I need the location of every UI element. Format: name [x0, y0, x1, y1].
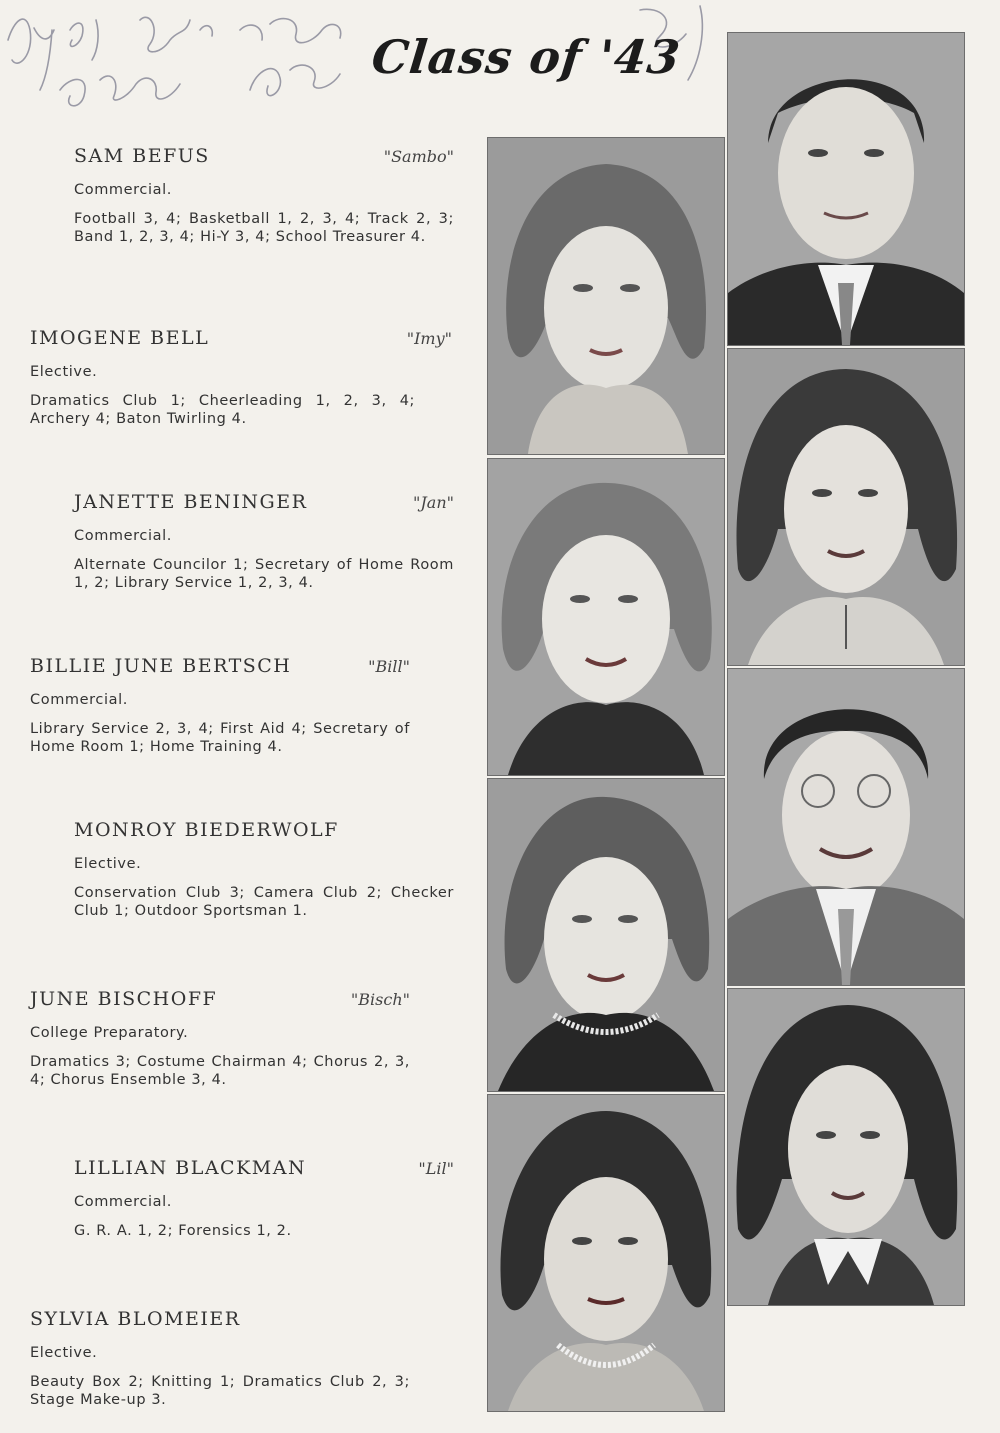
- senior-activities: Conservation Club 3; Camera Club 2; Checker Club 1; Outdoor Sportsman 1.: [74, 885, 454, 919]
- senior-name: LILLIAN BLACKMAN: [74, 1157, 307, 1179]
- senior-nickname: "Sambo": [383, 147, 454, 166]
- senior-activities: Dramatics 3; Costume Chairman 4; Chorus 2, 3, 4; Chorus Ensemble 3, 4.: [30, 1054, 410, 1088]
- senior-course: Commercial.: [74, 182, 172, 198]
- senior-name: BILLIE JUNE BERTSCH: [30, 655, 292, 677]
- senior-course: Elective.: [74, 856, 142, 872]
- senior-name: MONROY BIEDERWOLF: [74, 819, 339, 841]
- senior-entry: [74, 1157, 454, 1240]
- senior-entry: [74, 145, 454, 246]
- portrait-photo: [487, 1094, 725, 1412]
- senior-course: Commercial.: [74, 1194, 172, 1210]
- senior-entry: [30, 655, 410, 756]
- senior-activities: Library Service 2, 3, 4; First Aid 4; Secretary of Home Room 1; Home Training 4.: [30, 721, 410, 755]
- senior-course: College Preparatory.: [30, 1025, 189, 1041]
- senior-name: JANETTE BENINGER: [74, 491, 308, 513]
- senior-nickname: "Jan": [413, 493, 454, 512]
- senior-course: Commercial.: [30, 692, 128, 708]
- senior-nickname: "Bisch": [350, 990, 410, 1009]
- senior-course: Commercial.: [74, 528, 172, 544]
- senior-nickname: "Lil": [418, 1159, 454, 1178]
- senior-nickname: "Imy": [406, 329, 452, 348]
- senior-nickname: "Bill": [368, 657, 410, 676]
- page-title: Class of '43: [369, 30, 684, 84]
- senior-name: IMOGENE BELL: [30, 327, 210, 349]
- portrait-photo: [727, 668, 965, 986]
- portrait-photo: [727, 32, 965, 346]
- senior-activities: Beauty Box 2; Knitting 1; Dramatics Club 2, 3; Stage Make-up 3.: [30, 1374, 410, 1408]
- senior-name: JUNE BISCHOFF: [30, 988, 218, 1010]
- senior-course: Elective.: [30, 364, 98, 380]
- senior-name: SYLVIA BLOMEIER: [30, 1308, 241, 1330]
- senior-name: SAM BEFUS: [74, 145, 210, 167]
- senior-course: Elective.: [30, 1345, 98, 1361]
- senior-entry: [30, 988, 410, 1089]
- senior-activities: Dramatics Club 1; Cheerleading 1, 2, 3, 4; Archery 4; Baton Twirling 4.: [30, 393, 415, 427]
- portrait-photo: [487, 458, 725, 776]
- portrait-photo: [727, 988, 965, 1306]
- senior-entry: [74, 491, 454, 592]
- portrait-photo: [487, 778, 725, 1092]
- senior-entry: [74, 819, 454, 920]
- senior-activities: Alternate Councilor 1; Secretary of Home Room 1, 2; Library Service 1, 2, 3, 4.: [74, 557, 454, 591]
- portrait-photo: [727, 348, 965, 666]
- senior-entry: [30, 1308, 410, 1409]
- senior-activities: G. R. A. 1, 2; Forensics 1, 2.: [74, 1223, 292, 1239]
- portrait-photo: [487, 137, 725, 455]
- senior-activities: Football 3, 4; Basketball 1, 2, 3, 4; Track 2, 3; Band 1, 2, 3, 4; Hi-Y 3, 4; School Treasurer 4.: [74, 211, 454, 245]
- senior-entry: [30, 327, 452, 428]
